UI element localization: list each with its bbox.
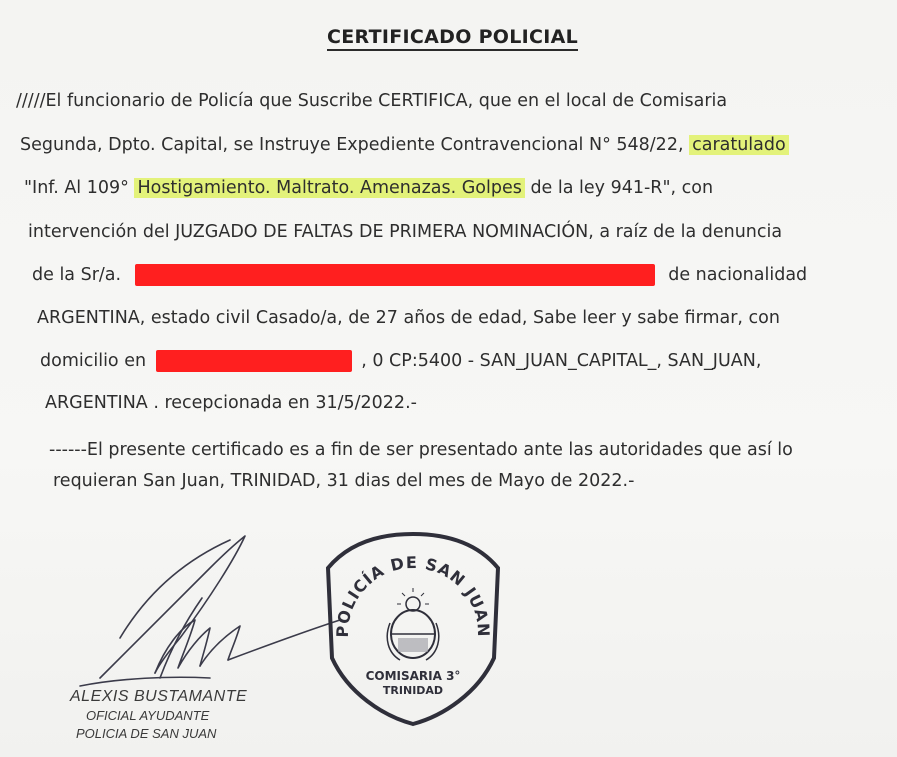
- signer-organization: POLICIA DE SAN JUAN: [76, 726, 217, 741]
- paragraph1-line5-text-a: de la Sr/a.: [32, 265, 122, 285]
- paragraph1-line5-text-b: de nacionalidad: [668, 265, 808, 285]
- paragraph1-line3-text-a: "Inf. Al 109°: [24, 178, 129, 198]
- highlight-offenses: Hostigamiento. Maltrato. Amenazas. Golpes: [134, 178, 524, 198]
- seal-top-text: POLICÍA DE SAN JUAN: [332, 552, 494, 638]
- document-title: CERTIFICADO POLICIAL: [327, 26, 578, 51]
- seal-bottom-line1: COMISARIA 3°: [365, 669, 461, 683]
- paragraph1-line1: /////El funcionario de Policía que Suscribe CERTIFICA, que en el local de Comisaria: [16, 91, 728, 111]
- signer-role: OFICIAL AYUDANTE: [86, 708, 210, 723]
- paragraph1-line5: [32, 264, 807, 286]
- paragraph1-line2: [20, 134, 789, 156]
- paragraph1-line3: [24, 177, 713, 199]
- paragraph1-line2-text: Segunda, Dpto. Capital, se Instruye Expediente Contravencional N° 548/22,: [20, 135, 684, 155]
- handwritten-signature: [60, 528, 360, 688]
- police-seal-stamp: [318, 528, 508, 728]
- highlight-caratulado: caratulado: [689, 135, 789, 155]
- paragraph1-line4: intervención del JUZGADO DE FALTAS DE PRIMERA NOMINACIÓN, a raíz de la denuncia: [28, 222, 783, 242]
- paragraph1-line3-text-c: de la ley 941-R", con: [530, 178, 714, 198]
- svg-text:POLICÍA DE SAN JUAN: [333, 553, 493, 638]
- paragraph2-line2: requieran San Juan, TRINIDAD, 31 dias del mes de Mayo de 2022.-: [53, 471, 635, 491]
- paragraph1-line7-text-a: domicilio en: [40, 351, 147, 371]
- coat-of-arms-icon: [387, 588, 439, 660]
- paragraph1-line7: [40, 350, 761, 372]
- seal-bottom-line2: TRINIDAD: [382, 684, 444, 697]
- paragraph1-line7-text-b: , 0 CP:5400 - SAN_JUAN_CAPITAL_, SAN_JUAN,: [361, 351, 762, 371]
- redacted-name: [135, 264, 655, 286]
- signer-name: ALEXIS BUSTAMANTE: [70, 688, 248, 705]
- redacted-address: [156, 350, 352, 372]
- paragraph1-line6: ARGENTINA, estado civil Casado/a, de 27 años de edad, Sabe leer y sabe firmar, con: [37, 308, 780, 328]
- paragraph2-line1: ------El presente certificado es a fin de ser presentado ante las autoridades que así lo: [49, 440, 793, 460]
- paragraph1-line8: ARGENTINA . recepcionada en 31/5/2022.-: [45, 393, 417, 413]
